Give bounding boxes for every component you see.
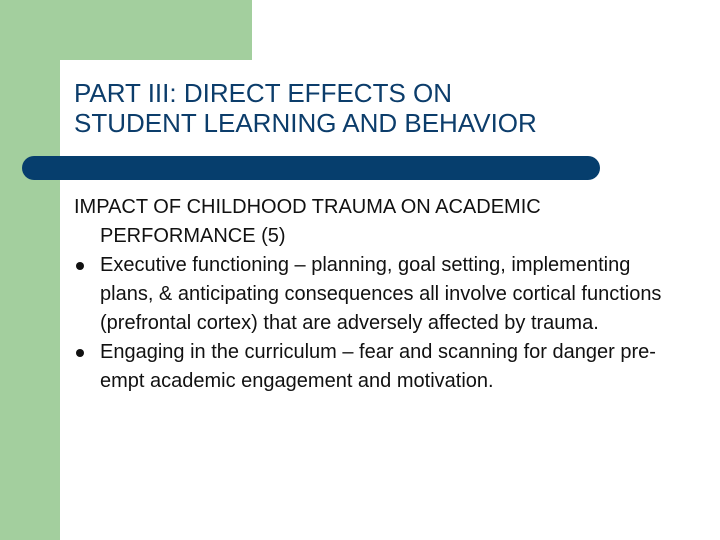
decorative-top-block [0,0,252,60]
slide-title [74,78,704,138]
slide-title-line1: PART III: DIRECT EFFECTS ON [74,78,453,108]
bullet-dot-icon [76,349,84,357]
slide-body [74,193,674,396]
decorative-left-band [0,0,60,540]
bullet-list [74,251,674,396]
section-heading: IMPACT OF CHILDHOOD TRAUMA ON ACADEMIC PERFORMANCE (5) [74,196,541,247]
title-divider-bar [22,156,600,180]
bullet-text: Executive functioning – planning, goal setting, implementing plans, & anticipating consequences all involve cortical functions (prefrontal cortex) that are adversely affected by trauma. [100,254,662,334]
bullet-item [74,338,674,396]
slide-title-line2: STUDENT LEARNING AND BEHAVIOR [74,108,537,138]
bullet-dot-icon [76,262,84,270]
bullet-text: Engaging in the curriculum – fear and scanning for danger pre-empt academic engagement and motivation. [100,341,656,392]
bullet-item [74,251,674,338]
